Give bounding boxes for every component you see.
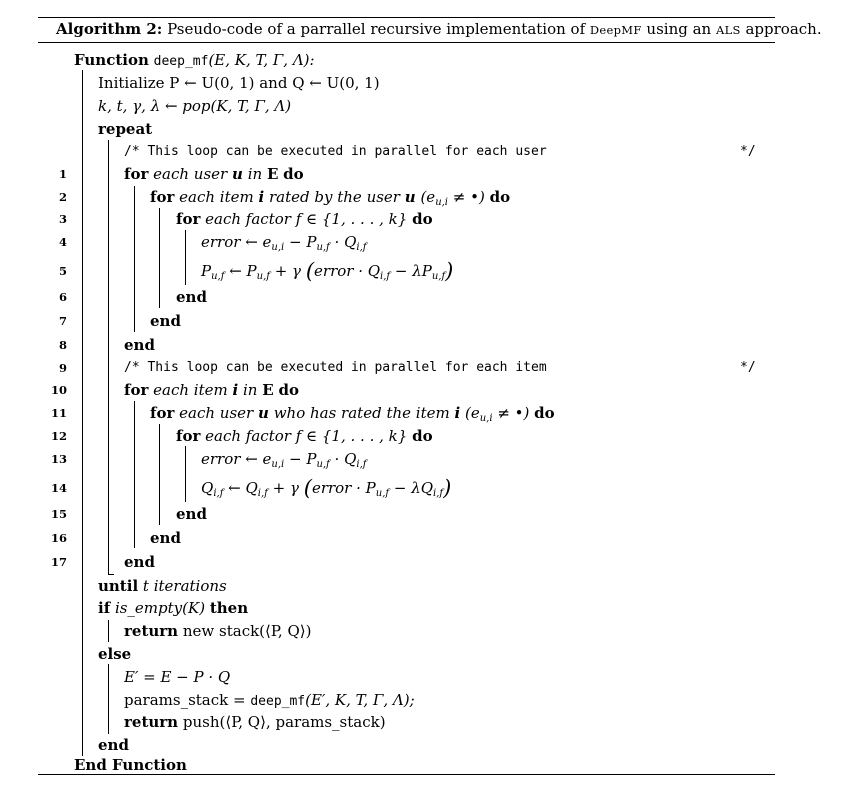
- factor-loop-line-2: for each factor f ∈ {1, . . . , k} do: [176, 427, 433, 445]
- caption-text-before: Pseudo-code of a parrallel recursive implementation of: [162, 20, 590, 38]
- end-item-loop: end: [124, 553, 155, 571]
- end-user-rated: end: [150, 529, 181, 547]
- for-user-rated-bar: [159, 424, 160, 525]
- bottom-rule: [38, 774, 775, 775]
- end-user-loop: end: [124, 336, 155, 354]
- else-line: else: [98, 645, 132, 663]
- top-rule: [38, 17, 775, 18]
- caption-rule: [38, 42, 775, 43]
- return-new-line: return new stack(⟨P, Q⟩): [124, 622, 312, 640]
- line-number: 16: [50, 531, 67, 545]
- line-number: 4: [58, 235, 67, 249]
- update-q-line: $Q_{i,f}$ ← $Q_{i,f} + \gamma$ (error · $P_{u,f} - \lambda Q_{i,f}$): [201, 476, 452, 500]
- line-number: 9: [58, 361, 67, 375]
- for-each-item-rated-line: for each item i rated by the user u ($e_{u,i}$ ≠ •) do: [150, 188, 511, 208]
- if-bar: [108, 620, 109, 642]
- for-item-rated-bar: [159, 208, 160, 308]
- caption-approach: ALS: [715, 23, 741, 37]
- caption-text-after: approach.: [740, 20, 822, 38]
- else-eq-line: E′ = E − P · Q: [124, 668, 231, 686]
- line-number: 1: [58, 167, 67, 181]
- comment-items-close: */: [740, 360, 756, 375]
- caption-method: DeepMF: [589, 23, 642, 37]
- line-number: 6: [58, 290, 67, 304]
- function-header: [74, 51, 315, 69]
- line-number: 17: [50, 555, 67, 569]
- init-line: Initialize P ← U(0, 1) and Q ← U(0, 1): [98, 74, 380, 92]
- repeat-hook: [108, 574, 114, 575]
- line-number: 8: [58, 338, 67, 352]
- factor-loop-line-1: for each factor f ∈ {1, . . . , k} do: [176, 210, 433, 228]
- comment-items: /* This loop can be executed in parallel for each item: [124, 360, 547, 375]
- if-line: if is_empty(K) then: [98, 599, 249, 617]
- for-user-bar: [134, 186, 135, 332]
- line-number: 11: [50, 406, 67, 420]
- end-item-rated: end: [150, 312, 181, 330]
- until-line: until t iterations: [98, 577, 227, 595]
- factor-bar-2: [185, 446, 186, 502]
- error-line-1: error ← $e_{u,i} - P_{u,f} \cdot Q_{i,f}$: [201, 233, 367, 253]
- function-signature: (E, K, T, Γ, Λ):: [208, 51, 315, 69]
- for-each-item-line: for each item i in E do: [124, 381, 299, 399]
- line-number: 3: [58, 212, 67, 226]
- function-bar: [82, 70, 83, 756]
- line-number: 15: [50, 507, 67, 521]
- algorithm-caption: [56, 20, 822, 38]
- end-if: end: [98, 736, 129, 754]
- factor-bar-1: [185, 230, 186, 285]
- comment-users-close: */: [740, 144, 756, 159]
- caption-text-middle: using an: [641, 20, 716, 38]
- end-function: End Function: [74, 756, 187, 774]
- params-line: params_stack = deep_mf(E′, K, T, Γ, Λ);: [124, 691, 415, 709]
- else-bar: [108, 664, 109, 734]
- for-item-bar: [134, 401, 135, 548]
- repeat-line: repeat: [98, 120, 153, 138]
- line-number: 10: [50, 383, 67, 397]
- end-factor-2: end: [176, 505, 207, 523]
- update-p-line: $P_{u,f}$ ← $P_{u,f} + \gamma$ (error · $Q_{i,f} - \lambda P_{u,f}$): [201, 259, 454, 283]
- repeat-bar: [108, 140, 109, 575]
- line-number: 2: [58, 190, 67, 204]
- function-name: deep_mf: [153, 54, 209, 69]
- end-factor-1: end: [176, 288, 207, 306]
- line-number: 5: [58, 264, 67, 278]
- return-push-line: return push(⟨P, Q⟩, params_stack): [124, 713, 386, 731]
- for-each-user-line: for each user u in E do: [124, 165, 304, 183]
- line-number: 14: [50, 481, 67, 495]
- line-number: 12: [50, 429, 67, 443]
- line-number: 7: [58, 314, 67, 328]
- for-each-user-rated-line: for each user u who has rated the item i ($e_{u,i}$ ≠ •) do: [150, 404, 555, 424]
- kw-function: Function: [74, 51, 149, 69]
- line-number: 13: [50, 452, 67, 466]
- pop-expr: k, t, γ, λ ← pop(K, T, Γ, Λ): [98, 97, 292, 115]
- pop-line: [98, 97, 291, 115]
- caption-label: Algorithm 2:: [56, 20, 163, 38]
- error-line-2: error ← $e_{u,i} - P_{u,f} \cdot Q_{i,f}$: [201, 450, 367, 470]
- comment-users: /* This loop can be executed in parallel for each user: [124, 144, 547, 159]
